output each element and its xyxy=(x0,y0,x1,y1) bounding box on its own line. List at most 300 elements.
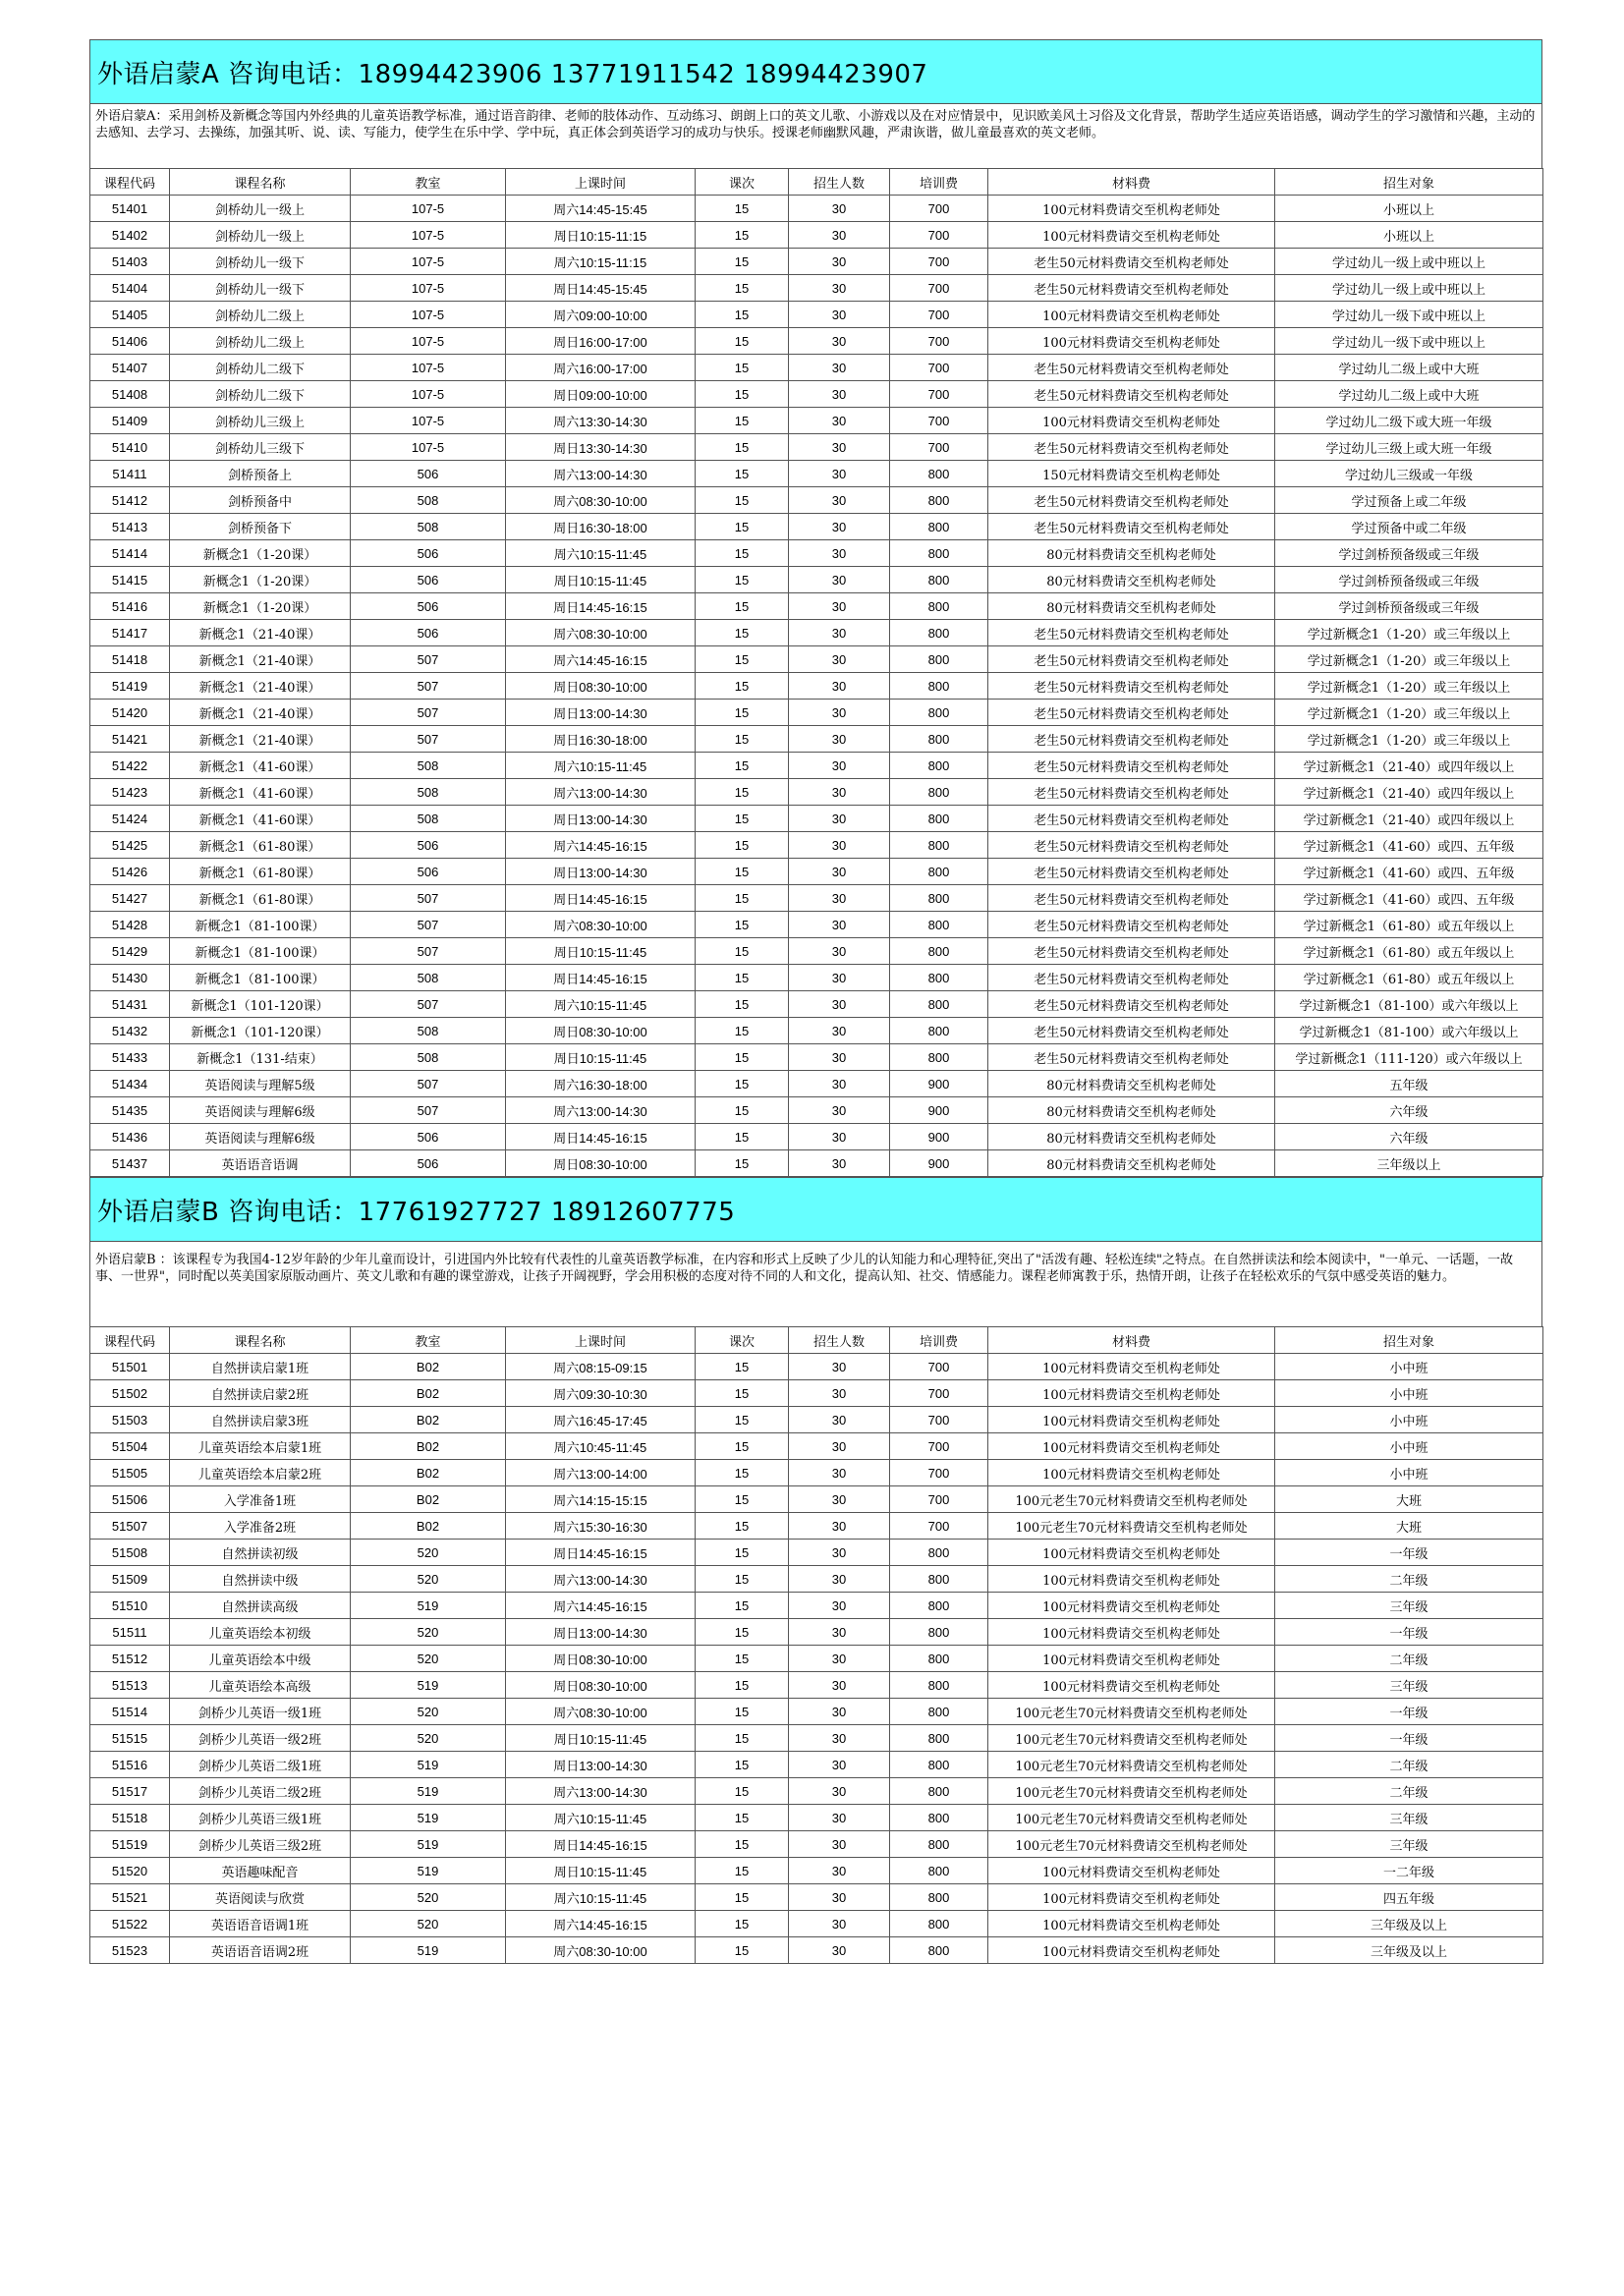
cell-tuition: 800 xyxy=(890,1937,988,1964)
cell-class-time: 周日13:00-14:30 xyxy=(506,700,696,726)
cell-class-time: 周日13:00-14:30 xyxy=(506,1619,696,1646)
cell-course-code: 51421 xyxy=(90,726,170,753)
cell-tuition: 700 xyxy=(890,1460,988,1486)
cell-classroom: 506 xyxy=(351,1124,506,1150)
cell-class-time: 周日16:00-17:00 xyxy=(506,328,696,355)
cell-target-students: 一二年级 xyxy=(1275,1858,1543,1884)
cell-class-time: 周六14:45-16:15 xyxy=(506,1911,696,1937)
cell-classroom: B02 xyxy=(351,1380,506,1407)
cell-material-fee: 老生50元材料费请交至机构老师处 xyxy=(988,938,1275,965)
cell-course-code: 51413 xyxy=(90,514,170,540)
cell-tuition: 700 xyxy=(890,275,988,302)
cell-class-time: 周日16:30-18:00 xyxy=(506,514,696,540)
cell-classroom: 508 xyxy=(351,965,506,991)
cell-target-students: 一年级 xyxy=(1275,1619,1543,1646)
cell-classroom: 506 xyxy=(351,859,506,885)
cell-course-code: 51403 xyxy=(90,249,170,275)
cell-class-time: 周六10:45-11:45 xyxy=(506,1433,696,1460)
cell-class-time: 周六08:30-10:00 xyxy=(506,1699,696,1725)
cell-course-name: 英语阅读与理解6级 xyxy=(170,1124,351,1150)
cell-sessions: 15 xyxy=(696,753,789,779)
cell-material-fee: 100元材料费请交至机构老师处 xyxy=(988,1619,1275,1646)
table-row xyxy=(90,1911,1543,1937)
table-row xyxy=(90,938,1543,965)
cell-tuition: 800 xyxy=(890,859,988,885)
cell-enrollment: 30 xyxy=(789,1460,890,1486)
cell-course-name: 剑桥幼儿二级下 xyxy=(170,381,351,408)
header-enrollment: 招生人数 xyxy=(789,1327,890,1354)
cell-classroom: 519 xyxy=(351,1672,506,1699)
cell-course-name: 新概念1（61-80课） xyxy=(170,885,351,912)
cell-material-fee: 100元材料费请交至机构老师处 xyxy=(988,222,1275,249)
cell-classroom: 107-5 xyxy=(351,275,506,302)
cell-tuition: 800 xyxy=(890,1699,988,1725)
cell-tuition: 800 xyxy=(890,567,988,593)
cell-enrollment: 30 xyxy=(789,1044,890,1071)
cell-enrollment: 30 xyxy=(789,753,890,779)
cell-course-name: 英语阅读与理解5级 xyxy=(170,1071,351,1097)
header-class-time: 上课时间 xyxy=(506,1327,696,1354)
cell-material-fee: 100元材料费请交至机构老师处 xyxy=(988,1646,1275,1672)
cell-sessions: 15 xyxy=(696,646,789,673)
cell-classroom: 507 xyxy=(351,673,506,700)
cell-tuition: 800 xyxy=(890,1752,988,1778)
section-a-table xyxy=(89,168,1543,1177)
cell-course-name: 英语阅读与欣赏 xyxy=(170,1884,351,1911)
cell-classroom: 107-5 xyxy=(351,434,506,461)
cell-material-fee: 100元老生70元材料费请交至机构老师处 xyxy=(988,1831,1275,1858)
cell-sessions: 15 xyxy=(696,1699,789,1725)
cell-class-time: 周日08:30-10:00 xyxy=(506,1018,696,1044)
table-row xyxy=(90,1937,1543,1964)
cell-classroom: B02 xyxy=(351,1486,506,1513)
cell-course-code: 51509 xyxy=(90,1566,170,1593)
cell-tuition: 800 xyxy=(890,1725,988,1752)
table-row xyxy=(90,461,1543,487)
header-classroom: 教室 xyxy=(351,169,506,196)
cell-sessions: 15 xyxy=(696,434,789,461)
cell-enrollment: 30 xyxy=(789,1805,890,1831)
cell-class-time: 周六08:30-10:00 xyxy=(506,620,696,646)
cell-enrollment: 30 xyxy=(789,381,890,408)
cell-material-fee: 老生50元材料费请交至机构老师处 xyxy=(988,779,1275,806)
cell-course-code: 51511 xyxy=(90,1619,170,1646)
table-row xyxy=(90,1044,1543,1071)
cell-material-fee: 100元老生70元材料费请交至机构老师处 xyxy=(988,1752,1275,1778)
cell-course-name: 英语语音语调2班 xyxy=(170,1937,351,1964)
cell-class-time: 周六13:00-14:30 xyxy=(506,1566,696,1593)
cell-course-name: 新概念1（61-80课） xyxy=(170,832,351,859)
cell-class-time: 周六16:00-17:00 xyxy=(506,355,696,381)
cell-tuition: 800 xyxy=(890,938,988,965)
cell-material-fee: 100元材料费请交至机构老师处 xyxy=(988,1433,1275,1460)
table-row xyxy=(90,381,1543,408)
cell-classroom: 507 xyxy=(351,991,506,1018)
cell-enrollment: 30 xyxy=(789,806,890,832)
cell-course-name: 儿童英语绘本高级 xyxy=(170,1672,351,1699)
cell-classroom: 519 xyxy=(351,1831,506,1858)
cell-class-time: 周六13:00-14:00 xyxy=(506,1460,696,1486)
cell-target-students: 学过新概念1（1-20）或三年级以上 xyxy=(1275,726,1543,753)
cell-course-code: 51504 xyxy=(90,1433,170,1460)
cell-class-time: 周日14:45-16:15 xyxy=(506,593,696,620)
cell-sessions: 15 xyxy=(696,885,789,912)
table-row xyxy=(90,1354,1543,1380)
cell-course-code: 51418 xyxy=(90,646,170,673)
cell-tuition: 800 xyxy=(890,593,988,620)
cell-course-name: 新概念1（101-120课） xyxy=(170,1018,351,1044)
cell-class-time: 周六13:00-14:30 xyxy=(506,1097,696,1124)
cell-enrollment: 30 xyxy=(789,514,890,540)
cell-target-students: 学过剑桥预备级或三年级 xyxy=(1275,540,1543,567)
cell-classroom: 520 xyxy=(351,1884,506,1911)
cell-course-code: 51411 xyxy=(90,461,170,487)
cell-course-code: 51505 xyxy=(90,1460,170,1486)
cell-target-students: 学过新概念1（81-100）或六年级以上 xyxy=(1275,1018,1543,1044)
cell-enrollment: 30 xyxy=(789,275,890,302)
cell-course-code: 51430 xyxy=(90,965,170,991)
table-row xyxy=(90,1513,1543,1540)
cell-enrollment: 30 xyxy=(789,646,890,673)
cell-material-fee: 80元材料费请交至机构老师处 xyxy=(988,1124,1275,1150)
cell-enrollment: 30 xyxy=(789,1018,890,1044)
cell-course-name: 新概念1（81-100课） xyxy=(170,938,351,965)
cell-classroom: 107-5 xyxy=(351,249,506,275)
cell-tuition: 800 xyxy=(890,700,988,726)
cell-sessions: 15 xyxy=(696,487,789,514)
cell-class-time: 周六08:15-09:15 xyxy=(506,1354,696,1380)
table-row xyxy=(90,328,1543,355)
cell-enrollment: 30 xyxy=(789,1433,890,1460)
cell-course-code: 51514 xyxy=(90,1699,170,1725)
cell-enrollment: 30 xyxy=(789,328,890,355)
cell-enrollment: 30 xyxy=(789,673,890,700)
cell-enrollment: 30 xyxy=(789,593,890,620)
cell-target-students: 学过新概念1（21-40）或四年级以上 xyxy=(1275,806,1543,832)
cell-classroom: 508 xyxy=(351,753,506,779)
cell-tuition: 800 xyxy=(890,540,988,567)
cell-enrollment: 30 xyxy=(789,1752,890,1778)
cell-sessions: 15 xyxy=(696,1937,789,1964)
header-course-name: 课程名称 xyxy=(170,169,351,196)
cell-classroom: 506 xyxy=(351,540,506,567)
cell-tuition: 700 xyxy=(890,196,988,222)
cell-sessions: 15 xyxy=(696,381,789,408)
cell-target-students: 小中班 xyxy=(1275,1433,1543,1460)
cell-sessions: 15 xyxy=(696,1540,789,1566)
cell-material-fee: 老生50元材料费请交至机构老师处 xyxy=(988,832,1275,859)
cell-course-name: 自然拼读启蒙1班 xyxy=(170,1354,351,1380)
cell-course-code: 51516 xyxy=(90,1752,170,1778)
table-row xyxy=(90,1778,1543,1805)
cell-target-students: 学过新概念1（21-40）或四年级以上 xyxy=(1275,753,1543,779)
cell-class-time: 周日10:15-11:45 xyxy=(506,1044,696,1071)
cell-tuition: 900 xyxy=(890,1124,988,1150)
cell-target-students: 二年级 xyxy=(1275,1566,1543,1593)
cell-sessions: 15 xyxy=(696,1831,789,1858)
cell-sessions: 15 xyxy=(696,1433,789,1460)
cell-class-time: 周六14:45-16:15 xyxy=(506,1593,696,1619)
cell-course-code: 51409 xyxy=(90,408,170,434)
cell-enrollment: 30 xyxy=(789,1513,890,1540)
cell-class-time: 周六13:00-14:30 xyxy=(506,461,696,487)
cell-enrollment: 30 xyxy=(789,1778,890,1805)
table-row xyxy=(90,1884,1543,1911)
cell-tuition: 700 xyxy=(890,1380,988,1407)
cell-sessions: 15 xyxy=(696,1858,789,1884)
cell-classroom: 520 xyxy=(351,1699,506,1725)
cell-sessions: 15 xyxy=(696,514,789,540)
table-header-row xyxy=(90,169,1543,196)
cell-material-fee: 100元材料费请交至机构老师处 xyxy=(988,196,1275,222)
cell-course-name: 剑桥少儿英语二级2班 xyxy=(170,1778,351,1805)
cell-class-time: 周日10:15-11:45 xyxy=(506,938,696,965)
cell-classroom: 506 xyxy=(351,593,506,620)
cell-target-students: 五年级 xyxy=(1275,1071,1543,1097)
cell-material-fee: 100元材料费请交至机构老师处 xyxy=(988,1354,1275,1380)
cell-material-fee: 80元材料费请交至机构老师处 xyxy=(988,1071,1275,1097)
section-b-description: 外语启蒙B ：该课程专为我国4-12岁年龄的少年儿童而设计，引进国内外比较有代表性的儿童英语教学标准，在内容和形式上反映了少儿的认知能力和心理特征,突出了"活泼有趣、轻松连续"之特点。在自然拼读法和绘本阅读中，"一单元、一话题，一故事、一世界"，同时配以英美国家原版动画片、英文儿歌和有趣的课堂游戏，让孩子开阔视野，学会用积极的态度对待不同的人和文化，提高认知、社交、情感能力。课程老师寓教于乐，热情开朗，让孩子在轻松欢乐的气氛中感受英语的魅力。 xyxy=(89,1242,1542,1326)
cell-target-students: 学过新概念1（1-20）或三年级以上 xyxy=(1275,646,1543,673)
cell-class-time: 周日10:15-11:45 xyxy=(506,1725,696,1752)
cell-target-students: 学过新概念1（61-80）或五年级以上 xyxy=(1275,938,1543,965)
cell-class-time: 周六13:00-14:30 xyxy=(506,1778,696,1805)
cell-material-fee: 80元材料费请交至机构老师处 xyxy=(988,567,1275,593)
cell-tuition: 800 xyxy=(890,1884,988,1911)
cell-tuition: 800 xyxy=(890,1540,988,1566)
cell-class-time: 周六13:00-14:30 xyxy=(506,779,696,806)
cell-enrollment: 30 xyxy=(789,249,890,275)
cell-tuition: 700 xyxy=(890,1513,988,1540)
cell-course-name: 剑桥预备上 xyxy=(170,461,351,487)
cell-tuition: 900 xyxy=(890,1150,988,1177)
cell-enrollment: 30 xyxy=(789,196,890,222)
cell-classroom: 107-5 xyxy=(351,355,506,381)
cell-material-fee: 80元材料费请交至机构老师处 xyxy=(988,1097,1275,1124)
cell-enrollment: 30 xyxy=(789,1831,890,1858)
cell-course-name: 新概念1（61-80课） xyxy=(170,859,351,885)
cell-class-time: 周日08:30-10:00 xyxy=(506,1672,696,1699)
cell-target-students: 学过新概念1（1-20）或三年级以上 xyxy=(1275,700,1543,726)
cell-target-students: 三年级以上 xyxy=(1275,1150,1543,1177)
cell-course-name: 新概念1（101-120课） xyxy=(170,991,351,1018)
cell-sessions: 15 xyxy=(696,1778,789,1805)
table-row xyxy=(90,1831,1543,1858)
cell-course-name: 剑桥幼儿一级上 xyxy=(170,222,351,249)
table-row xyxy=(90,700,1543,726)
cell-material-fee: 老生50元材料费请交至机构老师处 xyxy=(988,434,1275,461)
cell-tuition: 800 xyxy=(890,779,988,806)
table-row xyxy=(90,1460,1543,1486)
cell-sessions: 15 xyxy=(696,700,789,726)
cell-course-name: 儿童英语绘本启蒙1班 xyxy=(170,1433,351,1460)
cell-classroom: 520 xyxy=(351,1619,506,1646)
cell-material-fee: 老生50元材料费请交至机构老师处 xyxy=(988,249,1275,275)
cell-course-name: 新概念1（41-60课） xyxy=(170,753,351,779)
cell-target-students: 二年级 xyxy=(1275,1752,1543,1778)
cell-course-code: 51510 xyxy=(90,1593,170,1619)
cell-target-students: 小中班 xyxy=(1275,1460,1543,1486)
cell-enrollment: 30 xyxy=(789,567,890,593)
cell-material-fee: 100元材料费请交至机构老师处 xyxy=(988,1380,1275,1407)
cell-class-time: 周日13:00-14:30 xyxy=(506,1752,696,1778)
cell-tuition: 700 xyxy=(890,355,988,381)
header-material-fee: 材料费 xyxy=(988,1327,1275,1354)
cell-material-fee: 100元材料费请交至机构老师处 xyxy=(988,1593,1275,1619)
cell-target-students: 六年级 xyxy=(1275,1124,1543,1150)
cell-course-name: 入学准备1班 xyxy=(170,1486,351,1513)
cell-classroom: B02 xyxy=(351,1354,506,1380)
cell-enrollment: 30 xyxy=(789,832,890,859)
cell-enrollment: 30 xyxy=(789,1150,890,1177)
cell-enrollment: 30 xyxy=(789,355,890,381)
cell-tuition: 800 xyxy=(890,673,988,700)
cell-tuition: 800 xyxy=(890,1044,988,1071)
cell-enrollment: 30 xyxy=(789,726,890,753)
cell-course-name: 剑桥少儿英语三级1班 xyxy=(170,1805,351,1831)
cell-classroom: 107-5 xyxy=(351,222,506,249)
cell-enrollment: 30 xyxy=(789,859,890,885)
cell-enrollment: 30 xyxy=(789,620,890,646)
cell-classroom: 107-5 xyxy=(351,408,506,434)
cell-target-students: 学过剑桥预备级或三年级 xyxy=(1275,593,1543,620)
cell-course-name: 新概念1（81-100课） xyxy=(170,912,351,938)
cell-course-name: 新概念1（21-40课） xyxy=(170,726,351,753)
cell-course-code: 51420 xyxy=(90,700,170,726)
table-row xyxy=(90,487,1543,514)
cell-tuition: 700 xyxy=(890,302,988,328)
cell-target-students: 三年级及以上 xyxy=(1275,1937,1543,1964)
section-a-description: 外语启蒙A：采用剑桥及新概念等国内外经典的儿童英语教学标准，通过语音韵律、老师的肢体动作、互动练习、朗朗上口的英文儿歌、小游戏以及在对应情景中，见识欧美风土习俗及文化背景，帮助学生适应英语语感，调动学生的学习激情和兴趣，主动的去感知、去学习、去操练，加强其听、说、读、写能力，使学生在乐中学、学中玩，真正体会到英语学习的成功与快乐。授课老师幽默风趣，严肃诙谐，做儿童最喜欢的英文老师。 xyxy=(89,104,1542,168)
cell-classroom: 508 xyxy=(351,806,506,832)
cell-material-fee: 100元材料费请交至机构老师处 xyxy=(988,1540,1275,1566)
table-row xyxy=(90,832,1543,859)
cell-class-time: 周日16:30-18:00 xyxy=(506,726,696,753)
cell-target-students: 学过预备中或二年级 xyxy=(1275,514,1543,540)
cell-class-time: 周六14:15-15:15 xyxy=(506,1486,696,1513)
cell-target-students: 学过新概念1（41-60）或四、五年级 xyxy=(1275,859,1543,885)
cell-course-name: 剑桥少儿英语三级2班 xyxy=(170,1831,351,1858)
cell-material-fee: 100元老生70元材料费请交至机构老师处 xyxy=(988,1805,1275,1831)
cell-course-name: 儿童英语绘本启蒙2班 xyxy=(170,1460,351,1486)
table-header-row xyxy=(90,1327,1543,1354)
cell-course-code: 51501 xyxy=(90,1354,170,1380)
cell-course-code: 51508 xyxy=(90,1540,170,1566)
cell-sessions: 15 xyxy=(696,1097,789,1124)
cell-target-students: 小中班 xyxy=(1275,1407,1543,1433)
cell-course-name: 新概念1（81-100课） xyxy=(170,965,351,991)
table-row xyxy=(90,912,1543,938)
cell-tuition: 700 xyxy=(890,434,988,461)
cell-course-code: 51512 xyxy=(90,1646,170,1672)
header-tuition: 培训费 xyxy=(890,169,988,196)
cell-enrollment: 30 xyxy=(789,1646,890,1672)
cell-tuition: 700 xyxy=(890,222,988,249)
cell-material-fee: 老生50元材料费请交至机构老师处 xyxy=(988,355,1275,381)
cell-sessions: 15 xyxy=(696,1911,789,1937)
cell-classroom: 519 xyxy=(351,1752,506,1778)
cell-classroom: 508 xyxy=(351,1044,506,1071)
cell-class-time: 周日13:30-14:30 xyxy=(506,434,696,461)
cell-course-code: 51521 xyxy=(90,1884,170,1911)
cell-course-code: 51426 xyxy=(90,859,170,885)
cell-material-fee: 老生50元材料费请交至机构老师处 xyxy=(988,912,1275,938)
cell-target-students: 学过幼儿二级上或中大班 xyxy=(1275,381,1543,408)
cell-enrollment: 30 xyxy=(789,487,890,514)
cell-course-code: 51435 xyxy=(90,1097,170,1124)
cell-material-fee: 80元材料费请交至机构老师处 xyxy=(988,1150,1275,1177)
header-enrollment: 招生人数 xyxy=(789,169,890,196)
cell-sessions: 15 xyxy=(696,832,789,859)
cell-target-students: 小班以上 xyxy=(1275,196,1543,222)
cell-course-name: 新概念1（21-40课） xyxy=(170,673,351,700)
cell-course-name: 入学准备2班 xyxy=(170,1513,351,1540)
cell-course-code: 51408 xyxy=(90,381,170,408)
table-row xyxy=(90,514,1543,540)
cell-sessions: 15 xyxy=(696,1513,789,1540)
cell-tuition: 800 xyxy=(890,991,988,1018)
cell-class-time: 周六09:00-10:00 xyxy=(506,302,696,328)
cell-course-code: 51423 xyxy=(90,779,170,806)
table-row xyxy=(90,1407,1543,1433)
cell-material-fee: 100元材料费请交至机构老师处 xyxy=(988,408,1275,434)
cell-class-time: 周日14:45-15:45 xyxy=(506,275,696,302)
cell-class-time: 周日14:45-16:15 xyxy=(506,1124,696,1150)
cell-sessions: 15 xyxy=(696,1150,789,1177)
cell-course-code: 51404 xyxy=(90,275,170,302)
cell-target-students: 二年级 xyxy=(1275,1778,1543,1805)
cell-material-fee: 老生50元材料费请交至机构老师处 xyxy=(988,806,1275,832)
cell-sessions: 15 xyxy=(696,1071,789,1097)
cell-course-name: 自然拼读启蒙3班 xyxy=(170,1407,351,1433)
cell-course-code: 51405 xyxy=(90,302,170,328)
cell-target-students: 一年级 xyxy=(1275,1699,1543,1725)
cell-class-time: 周六13:30-14:30 xyxy=(506,408,696,434)
cell-course-name: 剑桥少儿英语二级1班 xyxy=(170,1752,351,1778)
cell-course-name: 自然拼读启蒙2班 xyxy=(170,1380,351,1407)
cell-enrollment: 30 xyxy=(789,1380,890,1407)
cell-target-students: 六年级 xyxy=(1275,1097,1543,1124)
cell-classroom: B02 xyxy=(351,1407,506,1433)
cell-material-fee: 100元材料费请交至机构老师处 xyxy=(988,302,1275,328)
cell-material-fee: 老生50元材料费请交至机构老师处 xyxy=(988,275,1275,302)
cell-sessions: 15 xyxy=(696,275,789,302)
cell-course-code: 51424 xyxy=(90,806,170,832)
cell-enrollment: 30 xyxy=(789,1097,890,1124)
cell-material-fee: 100元老生70元材料费请交至机构老师处 xyxy=(988,1725,1275,1752)
cell-target-students: 二年级 xyxy=(1275,1646,1543,1672)
cell-enrollment: 30 xyxy=(789,1566,890,1593)
cell-classroom: 507 xyxy=(351,646,506,673)
table-row xyxy=(90,1672,1543,1699)
table-row xyxy=(90,540,1543,567)
cell-sessions: 15 xyxy=(696,408,789,434)
table-row xyxy=(90,1433,1543,1460)
cell-material-fee: 老生50元材料费请交至机构老师处 xyxy=(988,965,1275,991)
cell-course-code: 51410 xyxy=(90,434,170,461)
cell-material-fee: 100元材料费请交至机构老师处 xyxy=(988,1858,1275,1884)
cell-tuition: 800 xyxy=(890,912,988,938)
cell-course-name: 剑桥幼儿二级上 xyxy=(170,328,351,355)
cell-tuition: 800 xyxy=(890,1018,988,1044)
cell-course-name: 自然拼读高级 xyxy=(170,1593,351,1619)
header-material-fee: 材料费 xyxy=(988,169,1275,196)
cell-tuition: 800 xyxy=(890,1858,988,1884)
table-row xyxy=(90,1619,1543,1646)
cell-enrollment: 30 xyxy=(789,1486,890,1513)
table-row xyxy=(90,753,1543,779)
table-row xyxy=(90,567,1543,593)
